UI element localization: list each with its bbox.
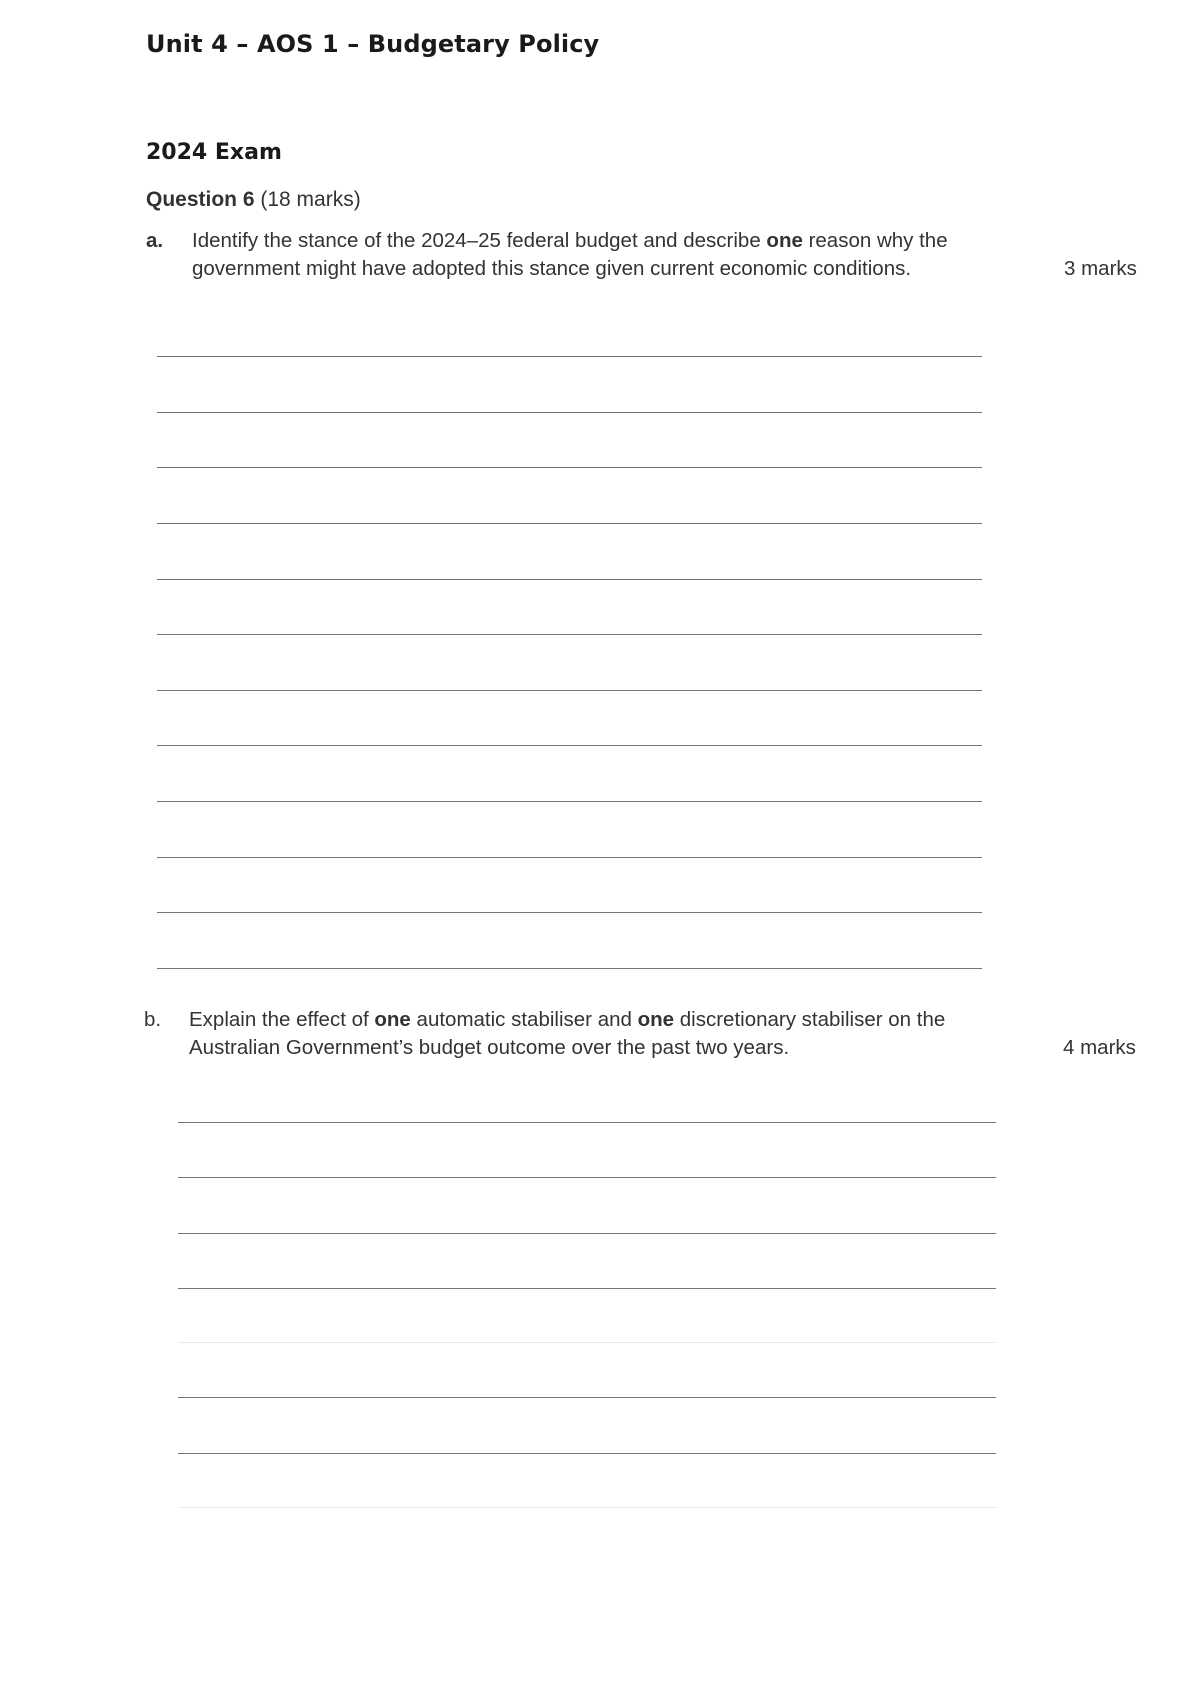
part-a-text-2: reason why the government might have adopted this stance given current economic conditions. — [192, 229, 948, 280]
answer-line[interactable] — [178, 1288, 996, 1289]
answer-line[interactable] — [157, 634, 982, 635]
part-a-prompt — [192, 227, 992, 283]
question-part-a — [146, 227, 1146, 287]
answer-line[interactable] — [157, 356, 982, 357]
answer-line[interactable] — [157, 745, 982, 746]
answer-line[interactable] — [157, 412, 982, 413]
answer-line[interactable] — [157, 467, 982, 468]
answer-line[interactable] — [178, 1233, 996, 1234]
answer-line[interactable] — [178, 1397, 996, 1398]
part-b-prompt — [189, 1006, 989, 1062]
part-a-emphasis: one — [766, 229, 803, 252]
answer-line[interactable] — [178, 1177, 996, 1178]
answer-line[interactable] — [157, 690, 982, 691]
question-heading — [146, 188, 361, 212]
answer-line[interactable] — [157, 968, 982, 969]
answer-line[interactable] — [157, 857, 982, 858]
question-label: Question 6 — [146, 188, 255, 211]
question-part-b — [144, 1006, 1144, 1066]
part-b-text-3: discretionary stabiliser on the Australian Government’s budget outcome over the past two years. — [189, 1008, 946, 1059]
answer-line[interactable] — [157, 523, 982, 524]
part-b-emphasis-1: one — [374, 1008, 411, 1031]
part-b-text-1: Explain the effect of — [189, 1008, 375, 1031]
answer-line[interactable] — [157, 579, 982, 580]
part-a-marks: 3 marks — [1064, 257, 1137, 280]
part-b-letter: b. — [144, 1008, 162, 1031]
part-b-text-2: automatic stabiliser and — [410, 1008, 638, 1031]
answer-line[interactable] — [178, 1122, 996, 1123]
part-b-emphasis-2: one — [637, 1008, 675, 1031]
question-marks: (18 marks) — [260, 188, 361, 211]
answer-line[interactable] — [178, 1453, 996, 1454]
answer-line[interactable] — [157, 912, 982, 913]
part-a-letter: a. — [146, 229, 164, 252]
answer-line[interactable] — [178, 1342, 996, 1343]
answer-line[interactable] — [157, 801, 982, 802]
part-a-text-1: Identify the stance of the 2024–25 federal budget and describe — [192, 229, 767, 252]
part-b-marks: 4 marks — [1063, 1036, 1136, 1059]
document-title: Unit 4 – AOS 1 – Budgetary Policy — [146, 30, 600, 58]
answer-line[interactable] — [178, 1507, 996, 1508]
exam-heading: 2024 Exam — [146, 140, 282, 165]
